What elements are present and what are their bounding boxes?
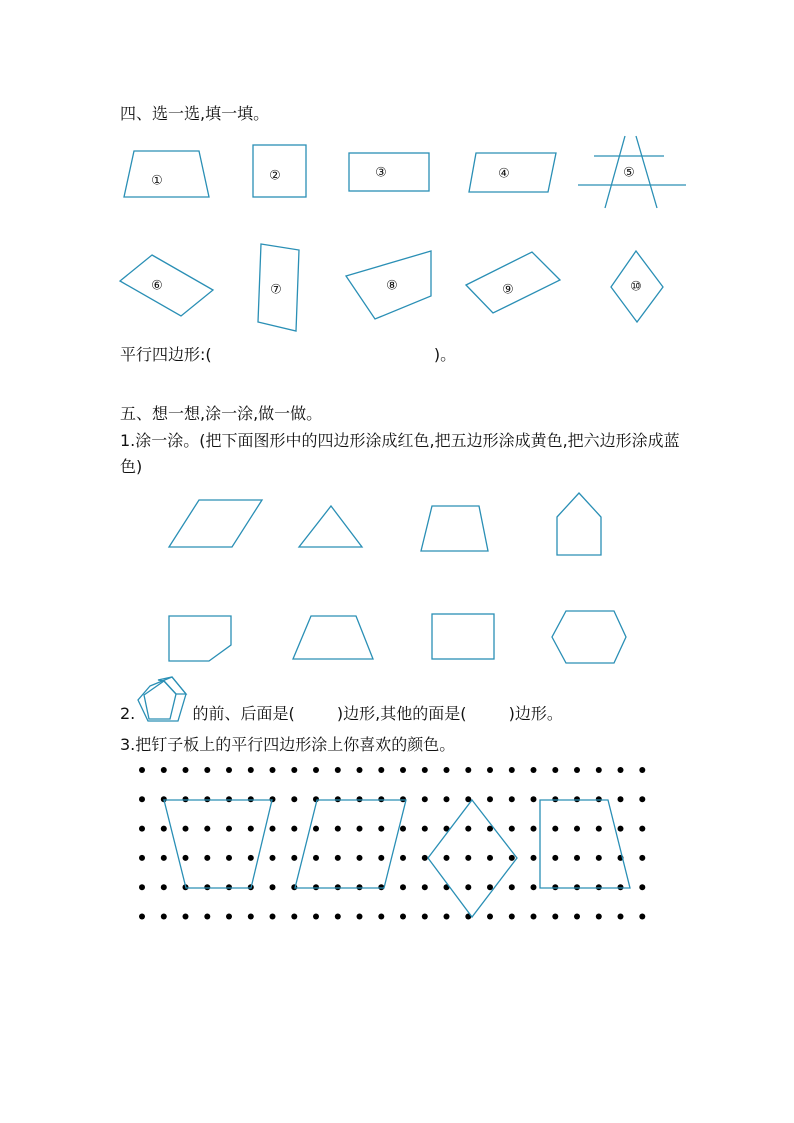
peg-dot bbox=[400, 914, 406, 920]
peg-dot bbox=[291, 884, 297, 890]
peg-dot bbox=[183, 796, 189, 802]
answer-prefix: 平行四边形:( bbox=[120, 345, 212, 364]
peg-dot bbox=[400, 767, 406, 773]
peg-dot bbox=[204, 767, 210, 773]
peg-dot bbox=[400, 884, 406, 890]
peg-dot bbox=[226, 767, 232, 773]
shape-label-3: ③ bbox=[375, 165, 387, 181]
peg-dot bbox=[552, 855, 558, 861]
peg-dot bbox=[139, 884, 145, 890]
shape-1-trapezoid bbox=[124, 151, 209, 197]
peg-dot bbox=[183, 914, 189, 920]
peg-dot bbox=[226, 796, 232, 802]
shape-label-9: ⑨ bbox=[502, 282, 514, 298]
peg-dot bbox=[335, 884, 341, 890]
paint-parallelogram bbox=[169, 500, 262, 547]
q2-text-front-back: 的前、后面是( bbox=[192, 704, 295, 723]
peg-dot bbox=[422, 855, 428, 861]
peg-dot bbox=[335, 914, 341, 920]
peg-dot bbox=[639, 884, 645, 890]
peg-dot bbox=[444, 767, 450, 773]
peg-dot bbox=[248, 767, 254, 773]
peg-dot bbox=[139, 826, 145, 832]
peg-dot bbox=[574, 855, 580, 861]
peg-dot bbox=[357, 914, 363, 920]
peg-dot bbox=[596, 826, 602, 832]
paint-trapezoid-1 bbox=[421, 506, 488, 551]
peg-dot bbox=[552, 826, 558, 832]
peg-dot bbox=[161, 855, 167, 861]
peg-dot bbox=[204, 796, 210, 802]
peg-dot bbox=[204, 826, 210, 832]
peg-dot bbox=[378, 884, 384, 890]
peg-dot bbox=[161, 767, 167, 773]
peg-dot bbox=[139, 914, 145, 920]
paint-pentagon-cut bbox=[169, 616, 231, 661]
peg-dot bbox=[509, 884, 515, 890]
peg-dot bbox=[400, 855, 406, 861]
peg-dot bbox=[139, 767, 145, 773]
peg-dot bbox=[270, 884, 276, 890]
peg-dot bbox=[248, 855, 254, 861]
peg-dot bbox=[270, 767, 276, 773]
peg-dot bbox=[531, 826, 537, 832]
q1-text: 1.涂一涂。(把下面图形中的四边形涂成红色,把五边形涂成黄色,把六边形涂成蓝色) bbox=[120, 431, 680, 476]
peg-dot bbox=[574, 914, 580, 920]
peg-dot bbox=[618, 767, 624, 773]
peg-dot bbox=[357, 855, 363, 861]
shape-label-6: ⑥ bbox=[151, 278, 163, 294]
peg-dot bbox=[465, 826, 471, 832]
peg-dot bbox=[639, 767, 645, 773]
peg-dot bbox=[378, 796, 384, 802]
peg-dot bbox=[596, 914, 602, 920]
peg-dot bbox=[335, 826, 341, 832]
peg-dot bbox=[618, 914, 624, 920]
pegboard-rhombus bbox=[428, 800, 517, 917]
peg-dot bbox=[509, 914, 515, 920]
peg-dot bbox=[183, 855, 189, 861]
peg-dot bbox=[574, 884, 580, 890]
peg-dot bbox=[291, 767, 297, 773]
peg-dot bbox=[378, 826, 384, 832]
peg-dot bbox=[509, 855, 515, 861]
peg-dot bbox=[596, 884, 602, 890]
pegboard-trapezoid bbox=[164, 800, 272, 888]
peg-dot bbox=[313, 914, 319, 920]
pegboard-right-trapezoid bbox=[540, 800, 630, 888]
shape-4-parallelogram bbox=[469, 153, 556, 192]
peg-dot bbox=[444, 914, 450, 920]
peg-dot bbox=[531, 884, 537, 890]
peg-dot bbox=[161, 826, 167, 832]
pegboard-parallelogram bbox=[295, 800, 406, 888]
peg-dot bbox=[618, 884, 624, 890]
peg-dot bbox=[574, 826, 580, 832]
peg-dot bbox=[465, 767, 471, 773]
peg-dot bbox=[465, 855, 471, 861]
peg-dot bbox=[204, 884, 210, 890]
peg-dot bbox=[313, 767, 319, 773]
peg-dot bbox=[335, 855, 341, 861]
peg-dot bbox=[552, 767, 558, 773]
peg-dot bbox=[531, 855, 537, 861]
peg-dot bbox=[487, 796, 493, 802]
shape-label-2: ② bbox=[269, 168, 281, 184]
peg-dot bbox=[378, 914, 384, 920]
peg-dot bbox=[270, 796, 276, 802]
paint-pentagon-house bbox=[557, 493, 601, 555]
peg-dot bbox=[357, 884, 363, 890]
peg-dot bbox=[139, 796, 145, 802]
peg-dot bbox=[444, 855, 450, 861]
peg-dot bbox=[596, 855, 602, 861]
peg-dot bbox=[226, 884, 232, 890]
peg-dot bbox=[335, 767, 341, 773]
shape-label-1: ① bbox=[151, 173, 163, 189]
peg-dot bbox=[291, 914, 297, 920]
peg-dot bbox=[618, 826, 624, 832]
peg-dot bbox=[139, 855, 145, 861]
section4-heading: 四、选一选,填一填。 bbox=[120, 104, 270, 123]
q2-text-other-faces: )边形,其他的面是( bbox=[336, 704, 467, 723]
peg-dot bbox=[487, 767, 493, 773]
answer-line bbox=[120, 345, 480, 365]
shape-label-8: ⑧ bbox=[386, 278, 398, 294]
peg-dot bbox=[226, 826, 232, 832]
peg-dot bbox=[552, 914, 558, 920]
peg-dot bbox=[226, 914, 232, 920]
peg-dot bbox=[248, 796, 254, 802]
peg-dot bbox=[509, 767, 515, 773]
peg-dot bbox=[531, 914, 537, 920]
shape-6-parallelogram bbox=[120, 255, 213, 316]
paint-trapezoid-2 bbox=[293, 616, 373, 659]
peg-dot bbox=[378, 855, 384, 861]
peg-dot bbox=[161, 884, 167, 890]
peg-dot bbox=[270, 826, 276, 832]
shape-label-5: ⑤ bbox=[623, 165, 635, 181]
section5-heading: 五、想一想,涂一涂,做一做。 bbox=[120, 404, 323, 423]
peg-dot bbox=[291, 826, 297, 832]
q2-text-suffix: )边形。 bbox=[508, 704, 563, 723]
peg-dot bbox=[291, 855, 297, 861]
peg-dot bbox=[596, 767, 602, 773]
peg-dot bbox=[487, 884, 493, 890]
peg-dot bbox=[248, 826, 254, 832]
peg-dot bbox=[378, 767, 384, 773]
peg-dot bbox=[509, 826, 515, 832]
peg-dot bbox=[313, 855, 319, 861]
paint-rectangle bbox=[432, 614, 494, 659]
peg-dot bbox=[357, 826, 363, 832]
peg-dot bbox=[552, 884, 558, 890]
peg-dot bbox=[444, 796, 450, 802]
peg-dot bbox=[465, 884, 471, 890]
peg-dot bbox=[639, 796, 645, 802]
peg-dot bbox=[422, 826, 428, 832]
paint-triangle bbox=[299, 506, 362, 547]
shape-label-10: ⑩ bbox=[630, 279, 642, 295]
shape-label-4: ④ bbox=[498, 166, 510, 182]
peg-dot bbox=[204, 914, 210, 920]
peg-dot bbox=[357, 767, 363, 773]
peg-dot bbox=[161, 914, 167, 920]
paint-hexagon bbox=[552, 611, 626, 663]
peg-dot bbox=[509, 796, 515, 802]
peg-dot bbox=[183, 826, 189, 832]
peg-dot bbox=[422, 884, 428, 890]
peg-dot bbox=[531, 767, 537, 773]
peg-dot bbox=[618, 796, 624, 802]
peg-dot bbox=[639, 855, 645, 861]
peg-dot bbox=[422, 796, 428, 802]
peg-dot bbox=[291, 796, 297, 802]
peg-dot bbox=[226, 855, 232, 861]
peg-dot bbox=[183, 767, 189, 773]
peg-dot bbox=[270, 914, 276, 920]
q2-number: 2. bbox=[120, 704, 136, 723]
peg-dot bbox=[335, 796, 341, 802]
peg-dot bbox=[487, 914, 493, 920]
q2-line bbox=[120, 704, 563, 724]
peg-dot bbox=[248, 914, 254, 920]
peg-dot bbox=[574, 796, 580, 802]
q3-text: 3.把钉子板上的平行四边形涂上你喜欢的颜色。 bbox=[120, 735, 456, 754]
peg-dot bbox=[204, 855, 210, 861]
peg-dot bbox=[574, 767, 580, 773]
peg-dot bbox=[639, 826, 645, 832]
peg-dot bbox=[400, 826, 406, 832]
peg-dot bbox=[357, 796, 363, 802]
peg-dot bbox=[639, 914, 645, 920]
peg-dot bbox=[313, 884, 319, 890]
peg-dot bbox=[270, 855, 276, 861]
peg-dot bbox=[552, 796, 558, 802]
shape-3-rectangle bbox=[349, 153, 429, 191]
peg-dot bbox=[531, 796, 537, 802]
peg-dot bbox=[422, 914, 428, 920]
peg-dot bbox=[422, 767, 428, 773]
peg-dot bbox=[487, 855, 493, 861]
peg-dot bbox=[313, 826, 319, 832]
answer-suffix: )。 bbox=[433, 345, 457, 364]
shape-label-7: ⑦ bbox=[270, 282, 282, 298]
peg-dot bbox=[596, 796, 602, 802]
pegboard bbox=[139, 767, 645, 920]
